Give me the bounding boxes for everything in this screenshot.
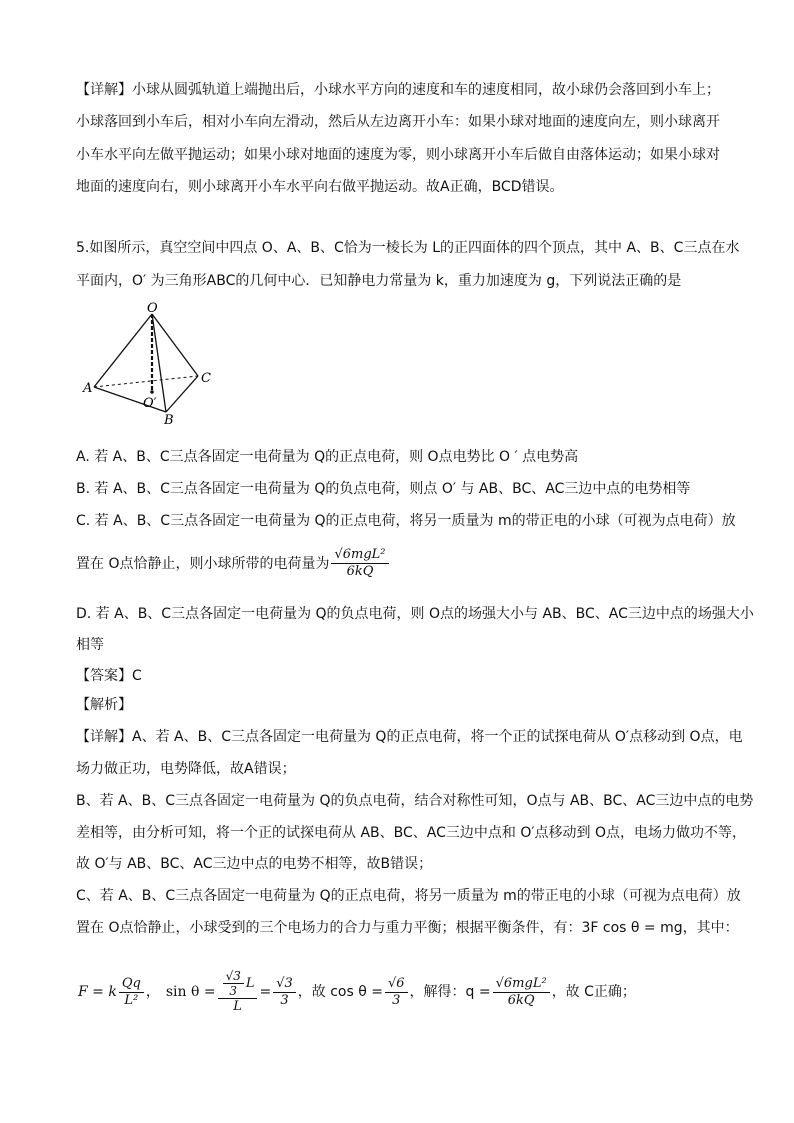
option-b: B. 若 A、B、C三点各固定一电荷量为 Q的负点电荷，则点 O′ 与 AB、BC、AC三边中点的电势相等 <box>76 481 691 497</box>
vertex-label-b: B <box>164 413 174 425</box>
sin-denominator: L <box>233 999 242 1014</box>
option-c-line-2 <box>76 547 391 580</box>
vertex-label-o: O <box>147 301 158 316</box>
centroid-label: O′ <box>143 396 157 411</box>
formula-line <box>78 962 636 1022</box>
equals-sign: = <box>259 984 272 1000</box>
analysis-line-2: 场力做正功，电势降低，故A错误； <box>76 761 296 777</box>
force-denominator: L² <box>124 992 139 1008</box>
option-c-denominator: 6kQ <box>346 564 374 579</box>
force-fraction <box>119 976 144 1009</box>
q-numerator: √6mgL² <box>493 976 550 993</box>
detail-line-3: 小车水平向左做平抛运动；如果小球对地面的速度为零，则小球离开小车后做自由落体运动；如果小球对 <box>76 147 720 163</box>
sin-numerator <box>218 969 258 999</box>
detail-line-4: 地面的速度向右，则小球离开小车水平向右做平抛运动。故A正确，BCD错误。 <box>76 179 564 195</box>
sin-fraction <box>218 969 258 1015</box>
detail-line-2: 小球落回到小车后，相对小车向左滑动，然后从左边离开小车：如果小球对地面的速度向左，则小球离开 <box>76 114 720 130</box>
option-c-numerator: √6mgL² <box>331 547 388 564</box>
detail-line-1: 【详解】小球从圆弧轨道上端抛出后，小球水平方向的速度和车的速度相同，故小球仍会落回到小车上； <box>76 82 720 98</box>
option-c-text: 置在 O点恰静止，则小球所带的电荷量为 <box>76 555 330 572</box>
sin-inner-numerator: √3 <box>223 969 244 984</box>
sin-lhs: sin θ = <box>165 984 216 1000</box>
vertex-label-a: A <box>83 381 93 396</box>
analysis-line-1: 【详解】A、若 A、B、C三点各固定一电荷量为 Q的正点电荷，将一个正的试探电荷从 O′点移动到 O点，电 <box>76 729 743 745</box>
analysis-line-4: 差相等，由分析可知，将一个正的试探电荷从 AB、BC、AC三边中点和 O′点移动到 O点，电场力做功不等， <box>76 825 746 841</box>
sin-inner-l: L <box>245 975 255 991</box>
q-denominator: 6kQ <box>507 992 535 1008</box>
analysis-title: 【解析】 <box>76 697 132 713</box>
option-c-line-1: C. 若 A、B、C三点各固定一电荷量为 Q的正点电荷，将另一质量为 m的带正电的小球（可视为点电荷）放 <box>76 513 736 529</box>
analysis-line-3: B、若 A、B、C三点各固定一电荷量为 Q的负点电荷，结合对称性可知，O点与 AB、BC、AC三边中点的电势 <box>76 793 754 809</box>
analysis-line-5: 故 O′与 AB、BC、AC三边中点的电势不相等，故B错误； <box>76 856 433 872</box>
analysis-line-6: C、若 A、B、C三点各固定一电荷量为 Q的正点电荷，将另一质量为 m的带正电的小球（可视为点电荷）放 <box>76 888 741 904</box>
option-d-line-2: 相等 <box>76 637 104 653</box>
sin-result-numerator: √3 <box>273 976 296 993</box>
tetrahedron-figure <box>80 300 220 425</box>
option-a: A. 若 A、B、C三点各固定一电荷量为 Q的正点电荷，则 O点电势比 O ′ 点电势高 <box>76 449 579 465</box>
sin-inner-denominator: 3 <box>229 984 238 998</box>
question-5-line-1: 5.如图所示，真空空间中四点 O、A、B、C恰为一棱长为 L的正四面体的四个顶点，其中 A、B、C三点在水 <box>76 240 740 256</box>
q-fraction <box>493 976 550 1009</box>
vertex-label-c: C <box>201 371 211 386</box>
comma-1: ， <box>145 984 160 1000</box>
sin-result-denominator: 3 <box>280 992 289 1008</box>
conclusion-text: ，故 C正确； <box>551 984 636 1000</box>
question-5-line-2: 平面内，O′ 为三角形ABC的几何中心．已知静电力常量为 k，重力加速度为 g，下列说法正确的是 <box>76 273 682 289</box>
option-c-fraction <box>331 547 388 580</box>
analysis-line-7: 置在 O点恰静止，小球受到的三个电场力的合力与重力平衡；根据平衡条件，有：3F cos θ = mg，其中： <box>76 920 739 936</box>
force-numerator: Qq <box>119 976 144 993</box>
cos-numerator: √6 <box>385 976 408 993</box>
sin-inner-fraction <box>223 969 244 998</box>
sin-result-fraction <box>273 976 296 1009</box>
force-lhs: F = k <box>78 984 117 1000</box>
cos-fraction <box>385 976 408 1009</box>
option-d-line-1: D. 若 A、B、C三点各固定一电荷量为 Q的负点电荷，则 O点的场强大小与 AB、BC、AC三边中点的场强大小 <box>76 606 754 622</box>
cos-text: ，故 cos θ = <box>297 984 383 1000</box>
answer-line: 【答案】C <box>76 668 142 684</box>
cos-denominator: 3 <box>392 992 401 1008</box>
solve-text: ，解得：q = <box>409 984 491 1000</box>
